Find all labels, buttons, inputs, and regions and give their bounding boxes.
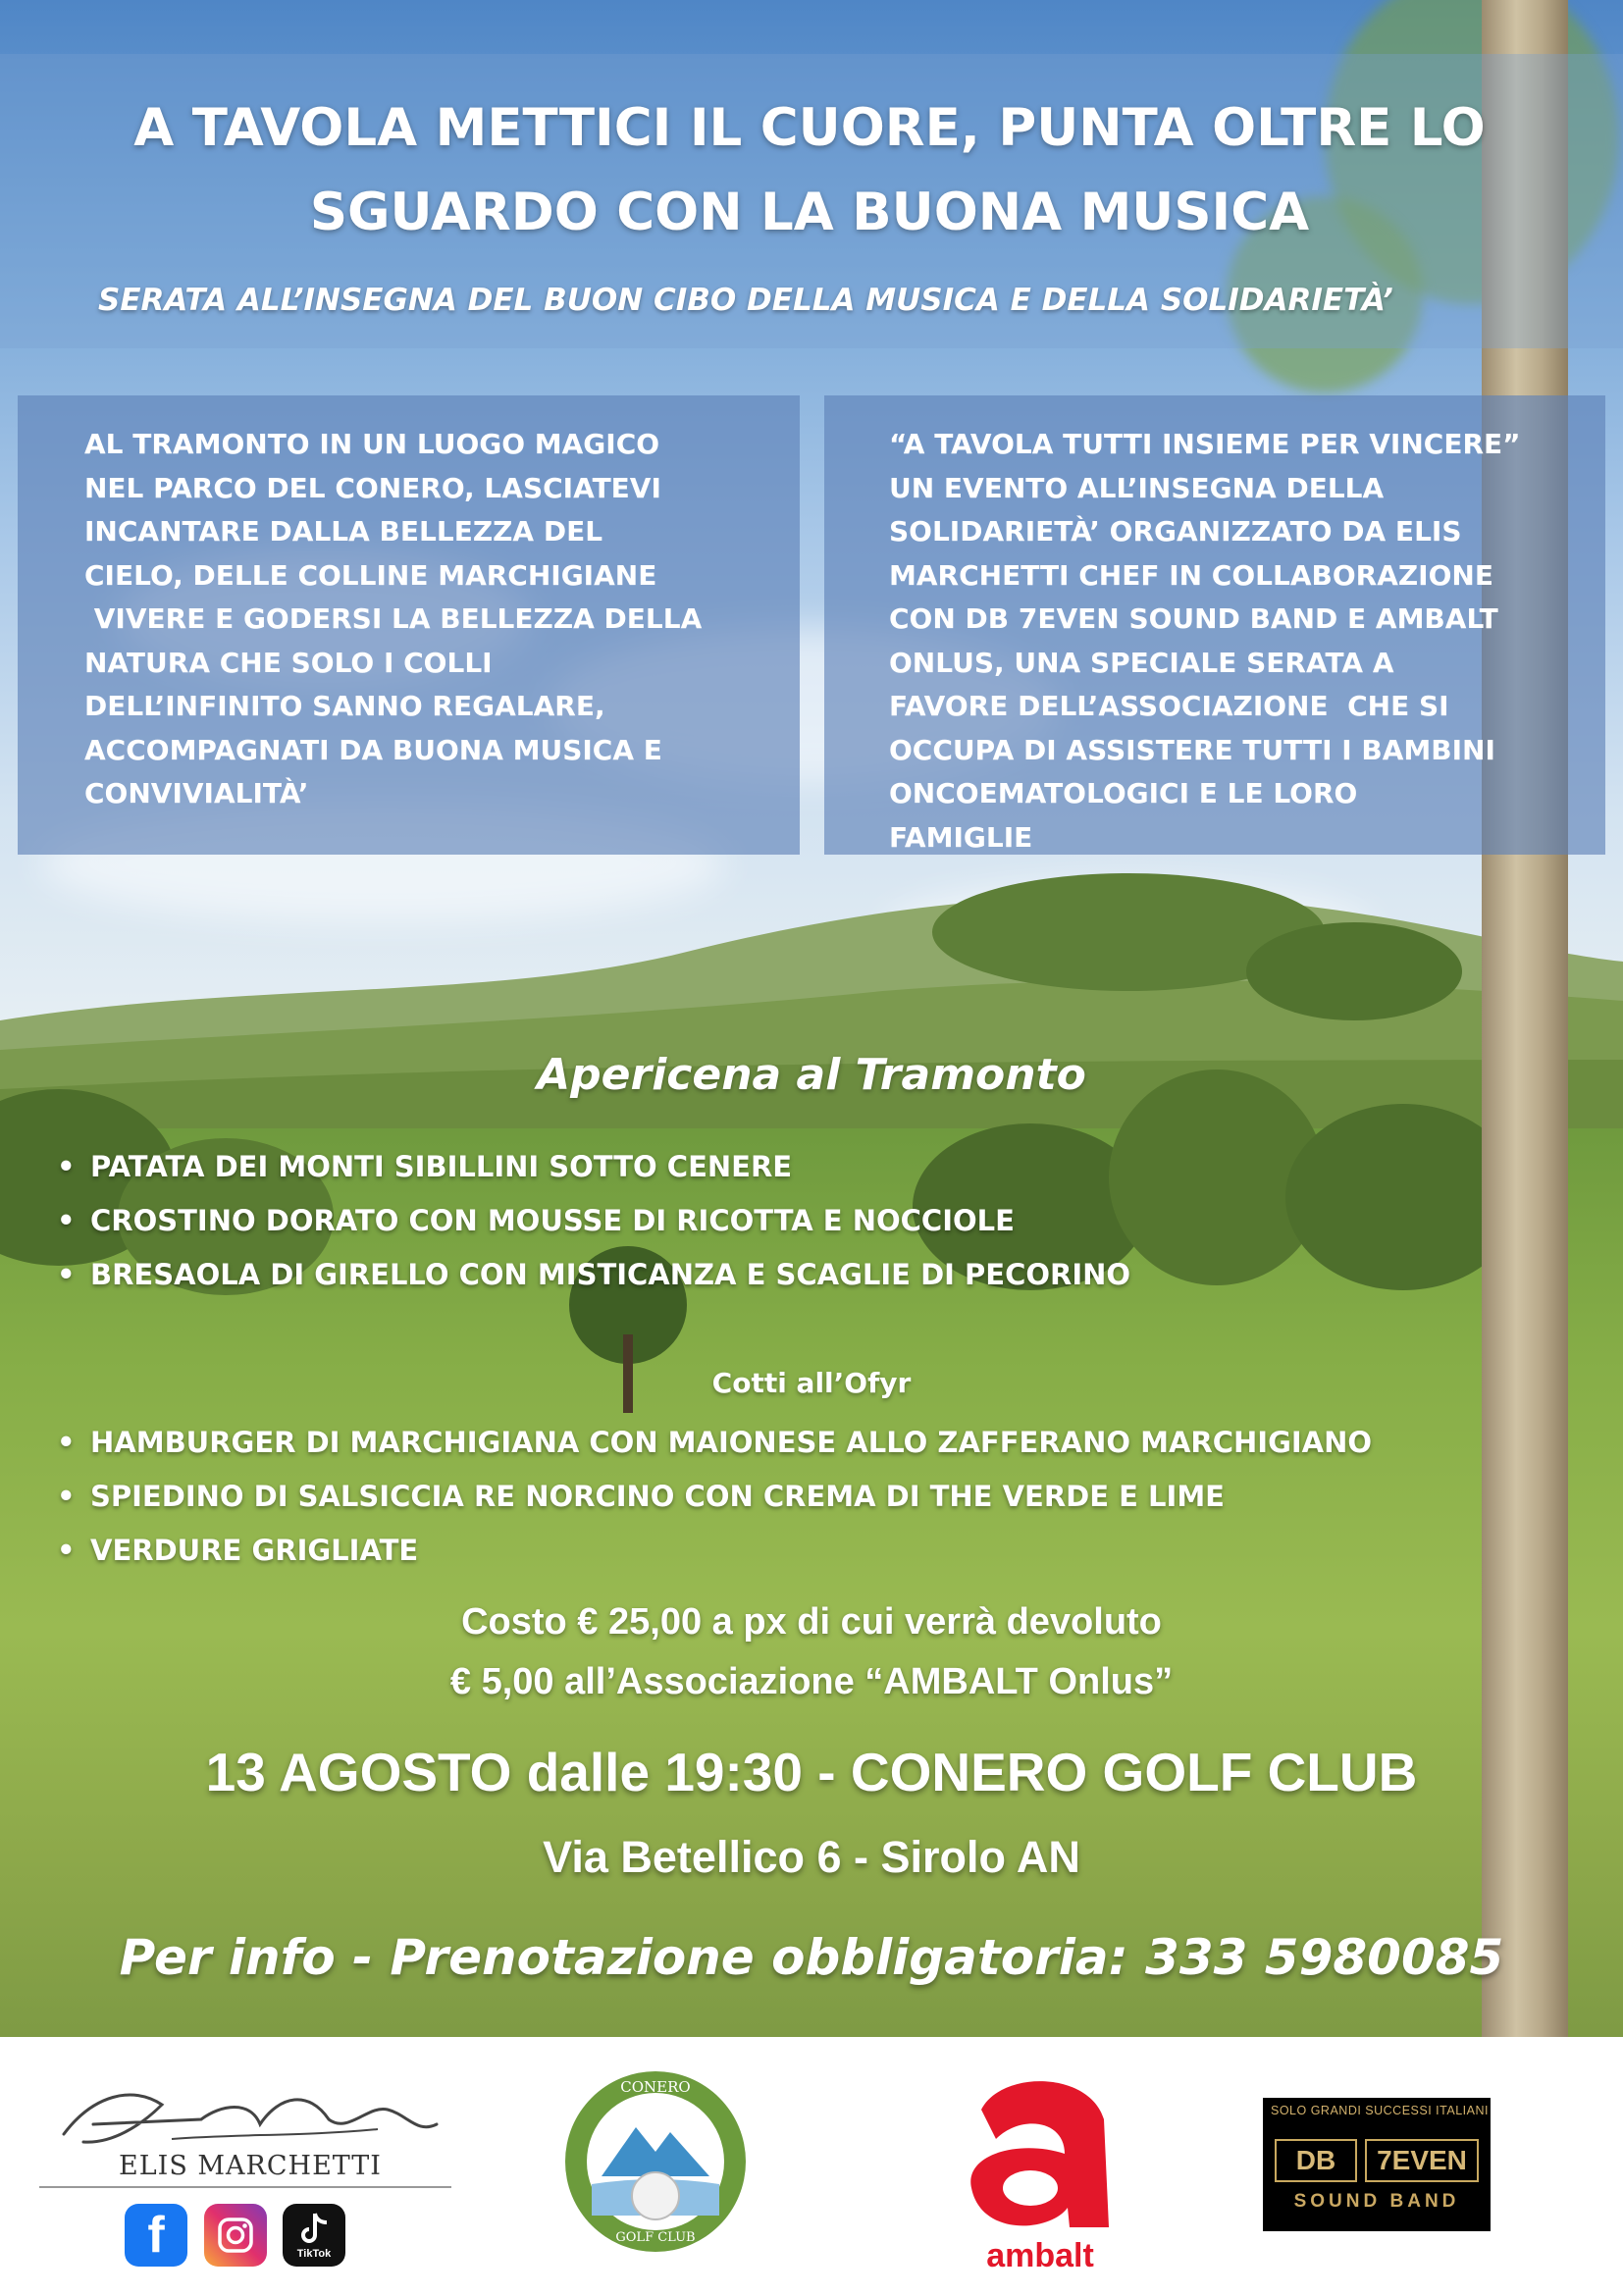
box-line: CON DB 7EVEN SOUND BAND E AMBALT: [889, 602, 1498, 635]
bullet-icon: •: [57, 1258, 76, 1291]
box-line: AL TRAMONTO IN UN LUOGO MAGICO: [84, 428, 660, 460]
box-line: FAVORE DELL’ASSOCIAZIONE CHE SI: [889, 690, 1449, 722]
ambalt-logo: [942, 2061, 1138, 2286]
box-line: FAMIGLIE: [889, 820, 1033, 854]
golf-logo-bottom-text: GOLF CLUB: [615, 2230, 696, 2245]
signature-name: ELIS MARCHETTI: [119, 2151, 382, 2181]
box-line: CONVIVIALITÀ’: [84, 777, 309, 809]
info-box-left: [18, 395, 800, 855]
list-item: [57, 1140, 1130, 1194]
event-address: Via Betellico 6 - Sirolo AN: [543, 1832, 1080, 1882]
golf-logo-top-text: CONERO: [620, 2078, 691, 2096]
poster-subtitle: SERATA ALL’INSEGNA DEL BUON CIBO DELLA MUSICA E DELLA SOLIDARIETÀ’: [98, 283, 1393, 318]
box-line: ONCOEMATOLOGICI E LE LORO: [889, 777, 1358, 809]
bullet-icon: •: [57, 1426, 76, 1459]
conero-golf-club-logo: [562, 2068, 749, 2255]
seven-tagline: SOLO GRANDI SUCCESSI ITALIANI: [1271, 2104, 1489, 2117]
bullet-icon: •: [57, 1204, 76, 1237]
box-line: VIVERE E GODERSI LA BELLEZZA DELLA: [84, 602, 703, 635]
ambalt-logo-text: ambalt: [986, 2237, 1094, 2274]
title-line: SGUARDO CON LA BUONA MUSICA: [309, 183, 1310, 242]
list-item: [57, 1416, 1372, 1470]
menu-item-text: BRESAOLA DI GIRELLO CON MISTICANZA E SCAGLIE DI PECORINO: [90, 1258, 1131, 1291]
seven-band-text: SOUND BAND: [1293, 2191, 1460, 2212]
price-line: € 5,00 all’Associazione “AMBALT Onlus”: [449, 1661, 1174, 1702]
menu-title: Apericena al Tramonto: [537, 1050, 1086, 1100]
box-line: NATURA CHE SOLO I COLLI: [84, 646, 493, 679]
list-item: [57, 1524, 1372, 1578]
facebook-icon[interactable]: [125, 2204, 187, 2267]
menu-item-text: CROSTINO DORATO CON MOUSSE DI RICOTTA E NOCCIOLE: [90, 1204, 1015, 1237]
menu-item-text: VERDURE GRIGLIATE: [90, 1534, 419, 1567]
box-line: UN EVENTO ALL’INSEGNA DELLA: [889, 471, 1385, 504]
booking-info: Per info - Prenotazione obbligatoria: 333 5980085: [119, 1929, 1504, 1986]
seven-name-text: 7EVEN: [1365, 2139, 1479, 2182]
facebook-glyph: f: [147, 2207, 165, 2264]
menu-item-text: HAMBURGER DI MARCHIGIANA CON MAIONESE ALLO ZAFFERANO MARCHIGIANO: [90, 1426, 1373, 1459]
box-line: DELL’INFINITO SANNO REGALARE,: [84, 690, 605, 722]
db-7even-sound-band-logo: [1263, 2098, 1491, 2231]
menu-item-text: SPIEDINO DI SALSICCIA RE NORCINO CON CREMA DI THE VERDE E LIME: [90, 1480, 1225, 1513]
box-line: OCCUPA DI ASSISTERE TUTTI I BAMBINI: [889, 733, 1495, 766]
price-line: Costo € 25,00 a px di cui verrà devoluto: [461, 1601, 1162, 1643]
title-line: A TAVOLA METTICI IL CUORE, PUNTA OLTRE LO: [133, 98, 1486, 158]
poster-title: [39, 86, 1580, 255]
box-line: ACCOMPAGNATI DA BUONA MUSICA E: [84, 733, 662, 766]
box-line: NEL PARCO DEL CONERO, LASCIATEVI: [84, 471, 661, 504]
list-item: [57, 1248, 1130, 1302]
list-item: [57, 1194, 1130, 1248]
box-line: INCANTARE DALLA BELLEZZA DEL: [84, 515, 603, 548]
info-box-right: [824, 395, 1605, 855]
divider: [39, 2186, 451, 2188]
tiktok-glyph: [297, 2211, 331, 2248]
seven-db-text: DB: [1275, 2139, 1357, 2182]
box-line: ONLUS, UNA SPECIALE SERATA A: [889, 646, 1394, 679]
event-date: 13 AGOSTO dalle 19:30 - CONERO GOLF CLUB: [205, 1742, 1418, 1802]
tiktok-icon[interactable]: [283, 2204, 345, 2267]
instagram-icon[interactable]: [204, 2204, 267, 2267]
instagram-glyph: [216, 2216, 255, 2255]
tiktok-label: TikTok: [296, 2248, 332, 2260]
menu-item-text: PATATA DEI MONTI SIBILLINI SOTTO CENERE: [90, 1150, 793, 1183]
menu-subtitle: Cotti all’Ofyr: [711, 1367, 912, 1399]
bullet-icon: •: [57, 1150, 76, 1183]
box-line: MARCHETTI CHEF IN COLLABORAZIONE: [889, 558, 1493, 592]
box-line: SOLIDARIETÀ’ ORGANIZZATO DA ELIS: [889, 515, 1462, 548]
list-item: [57, 1470, 1372, 1524]
bullet-icon: •: [57, 1534, 76, 1567]
menu-list-apericena: [57, 1140, 1130, 1302]
menu-list-ofyr: [57, 1416, 1372, 1578]
box-line: CIELO, DELLE COLLINE MARCHIGIANE: [84, 558, 657, 592]
box-line: “A TAVOLA TUTTI INSIEME PER VINCERE”: [889, 428, 1521, 460]
bullet-icon: •: [57, 1480, 76, 1513]
